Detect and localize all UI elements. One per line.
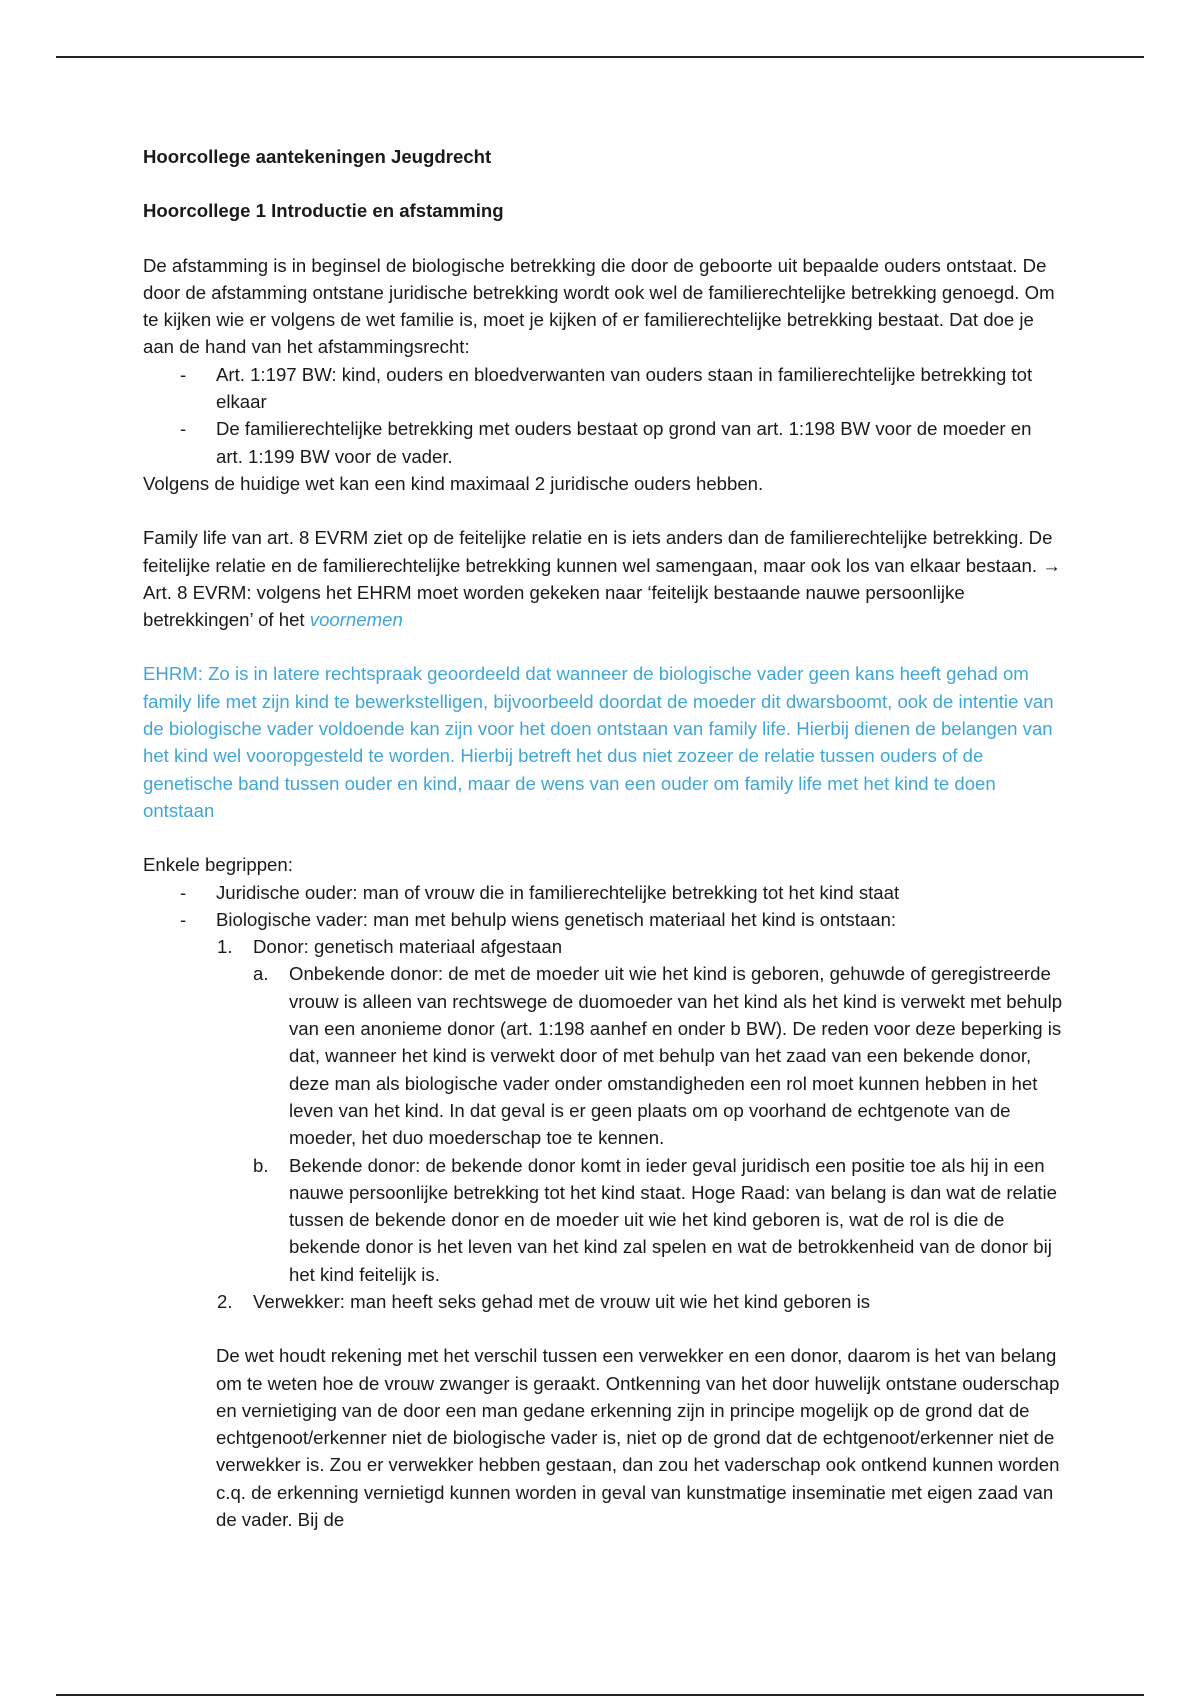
list-item-text: Biologische vader: man met behulp wiens genetisch materiaal het kind is ontstaan: [216,908,897,930]
intro-tail: Volgens de huidige wet kan een kind maximaal 2 juridische ouders hebben. [143,472,764,494]
lettered-item [253,1152,1063,1288]
document-title: Hoorcollege aantekeningen Jeugdrecht [143,146,492,167]
section-heading: Hoorcollege 1 Introductie en afstamming [143,200,504,222]
lettered-item [253,960,1063,1151]
bullet-marker: - [180,418,187,440]
family-life-paragraph [143,524,1063,633]
bullet-marker: - [180,881,187,903]
number-marker: 2. [217,1290,233,1312]
numbered-item [217,1288,1063,1315]
family-life-emphasis: voornemen [309,609,403,631]
letter-marker: a. [253,963,269,985]
numbered-item-text: Verwekker: man heeft seks gehad met de vrouw uit wie het kind geboren is [253,1290,871,1312]
bullet-marker: - [180,363,187,385]
family-life-text: Family life van art. 8 EVRM ziet op de feitelijke relatie en is iets anders dan de familierechtelijke betrekking. De feitelijke relatie en de familierechtelijke betrekking kunnen wel samengaan, maar ook los van elkaar bestaan. → Art. 8 EVRM: volgens het EHRM moet worden gekeken naar ‘feitelijk bestaande nauwe persoonlijke betrekkingen’ of het [143,527,1061,631]
numbered-item-text: Donor: genetisch materiaal afgestaan [253,936,563,958]
list-item [180,415,1063,470]
list-item-text: Juridische ouder: man of vrouw die in familierechtelijke betrekking tot het kind staat [216,881,900,903]
lettered-item-text: Bekende donor: de bekende donor komt in ieder geval juridisch een positie toe als hij in een nauwe persoonlijke betrekking tot het kind staat. Hoge Raad: van belang is dan wat de relatie tussen de bekende donor en de moeder uit wie het kind geboren is, wat de rol is die de bekende donor is het leven van het kind zal spelen en wat de betrokkenheid van de donor bij het kind feitelijk is. [289,1154,1057,1285]
footer-rule [56,1694,1144,1696]
list-item [180,906,1063,933]
document-page [143,143,1063,1533]
list-item [180,879,1063,906]
closing-paragraph: De wet houdt rekening met het verschil tussen een verwekker en een donor, daarom is het van belang om te weten hoe de vrouw zwanger is geraakt. Ontkenning van het door huwelijk ontstane ouderschap en vernietiging van de door een man gedane erkenning zijn in principe mogelijk op de grond dat de echtgenoot/erkenner niet de biologische vader is, niet op de grond dat de echtgenoot/erkenner niet de verwekker is. Zou er verwekker hebben gestaan, dan zou het vaderschap ook ontkend kunnen worden c.q. de erkenning vernietigd kunnen worden in geval van kunstmatige inseminatie met eigen zaad van de vader. Bij de [216,1345,1060,1531]
list-item-text: De familierechtelijke betrekking met ouders bestaat op grond van art. 1:198 BW voor de moeder en art. 1:199 BW voor de vader. [216,418,1032,467]
ehrm-paragraph: EHRM: Zo is in latere rechtspraak geoordeeld dat wanneer de biologische vader geen kans heeft gehad om family life met zijn kind te bewerkstelligen, bijvoorbeeld doordat de moeder dit dwarsboomt, ook de intentie van de biologische vader voldoende kan zijn voor het doen ontstaan van family life. Hierbij dienen de belangen van het kind wel vooropgesteld te worden. Hierbij betreft het dus niet zozeer de relatie tussen ouders of de genetische band tussen ouder en kind, maar de wens van een ouder om family life met het kind te doen ontstaan [143,663,1054,821]
intro-paragraph: De afstamming is in beginsel de biologische betrekking die door de geboorte uit bepaalde ouders ontstaat. De door de afstamming ontstane juridische betrekking wordt ook wel de familierechtelijke betrekking genoegd. Om te kijken wie er volgens de wet familie is, moet je kijken of er familierechtelijke betrekking bestaat. Dat doe je aan de hand van het afstammingsrecht: [143,254,1055,358]
number-marker: 1. [217,936,233,958]
list-item [180,361,1063,416]
begrippen-label: Enkele begrippen: [143,854,293,876]
letter-marker: b. [253,1154,269,1176]
numbered-item [217,933,1063,960]
bullet-marker: - [180,908,187,930]
list-item-text: Art. 1:197 BW: kind, ouders en bloedverwanten van ouders staan in familierechtelijke betrekking tot elkaar [216,363,1033,413]
lettered-item-text: Onbekende donor: de met de moeder uit wie het kind is geboren, gehuwde of geregistreerde vrouw is alleen van rechtswege de duomoeder van het kind als het kind is verwekt met behulp van een anonieme donor (art. 1:198 aanhef en onder b BW). De reden voor deze beperking is dat, wanneer het kind is verwekt door of met behulp van het zaad van een bekende donor, deze man als biologische vader onder omstandigheden een rol moet kunnen hebben in het leven van het kind. In dat geval is er geen plaats om op voorhand de echtgenote van de moeder, het duo moederschap toe te kennen. [289,963,1063,1149]
header-rule [56,56,1144,58]
